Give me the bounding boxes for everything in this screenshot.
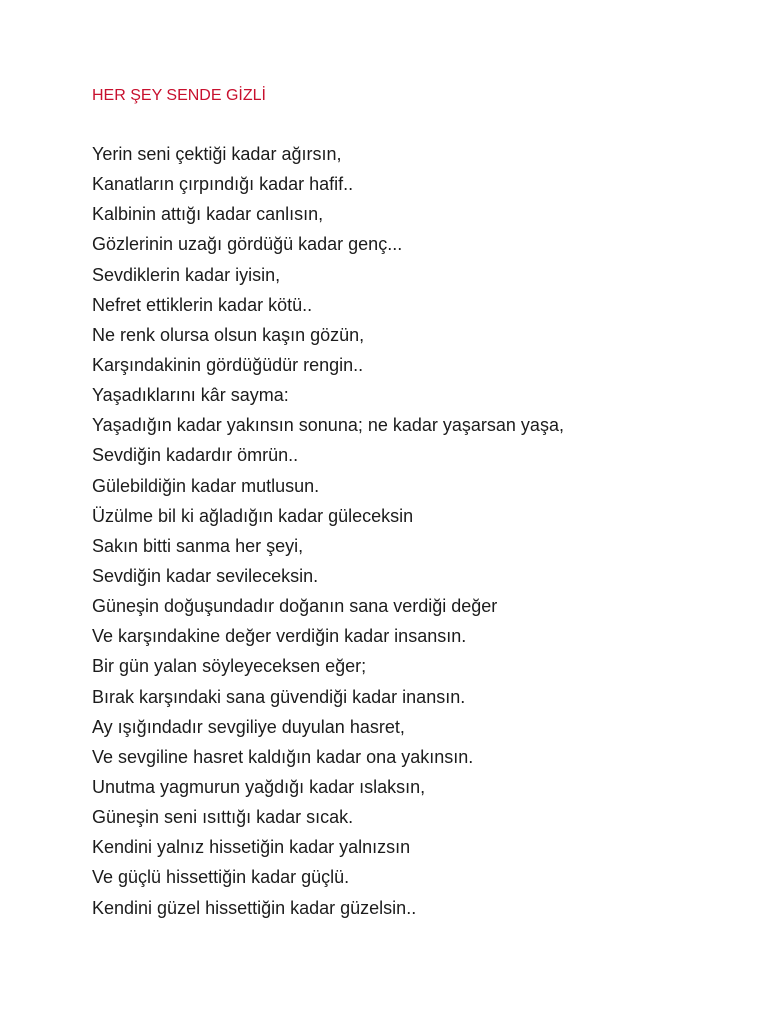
poem-line: Ve güçlü hissettiğin kadar güçlü.: [92, 867, 350, 888]
poem-line: Yaşadıklarını kâr sayma:: [92, 385, 289, 406]
poem-line: Kalbinin attığı kadar canlısın,: [92, 204, 324, 225]
poem-line: Sevdiklerin kadar iyisin,: [92, 264, 281, 285]
poem-line: Nefret ettiklerin kadar kötü..: [92, 294, 313, 315]
poem-line: Ve sevgiline hasret kaldığın kadar ona yakınsın.: [92, 746, 474, 767]
poem-line: Üzülme bil ki ağladığın kadar güleceksin: [92, 505, 414, 526]
poem-line: Yerin seni çektiği kadar ağırsın,: [92, 144, 342, 164]
poem-line: Ve karşındakine değer verdiğin kadar insansın.: [92, 626, 467, 647]
poem-body: [92, 141, 564, 925]
poem-line: Güneşin seni ısıttığı kadar sıcak.: [92, 807, 354, 828]
poem-line: Kanatların çırpındığı kadar hafif..: [92, 174, 354, 195]
poem-line: Kendini güzel hissettiğin kadar güzelsin..: [92, 897, 417, 918]
poem-line: Bırak karşındaki sana güvendiği kadar inansın.: [92, 686, 466, 707]
poem-line: Ay ışığındadır sevgiliye duyulan hasret,: [92, 716, 405, 737]
poem-line: Sevdiğin kadardır ömrün..: [92, 445, 299, 466]
poem-line: Unutma yagmurun yağdığı kadar ıslaksın,: [92, 776, 426, 797]
poem-line: Gözlerinin uzağı gördüğü kadar genç...: [92, 234, 403, 255]
poem-line: Sevdiğin kadar sevileceksin.: [92, 565, 319, 586]
poem-line: Güneşin doğuşundadır doğanın sana verdiği değer: [92, 596, 498, 617]
poem-line: Ne renk olursa olsun kaşın gözün,: [92, 324, 365, 345]
poem-line: Kendini yalnız hissetiğin kadar yalnızsın: [92, 837, 411, 858]
poem-line: Bir gün yalan söyleyeceksen eğer;: [92, 656, 367, 677]
poem-line: Karşındakinin gördüğüdür rengin..: [92, 354, 364, 375]
poem-line: Gülebildiğin kadar mutlusun.: [92, 475, 320, 496]
poem-title: HER ŞEY SENDE GİZLİ: [92, 87, 266, 104]
poem-line: Sakın bitti sanma her şeyi,: [92, 535, 304, 556]
poem-line: Yaşadığın kadar yakınsın sonuna; ne kadar yaşarsan yaşa,: [92, 415, 564, 436]
